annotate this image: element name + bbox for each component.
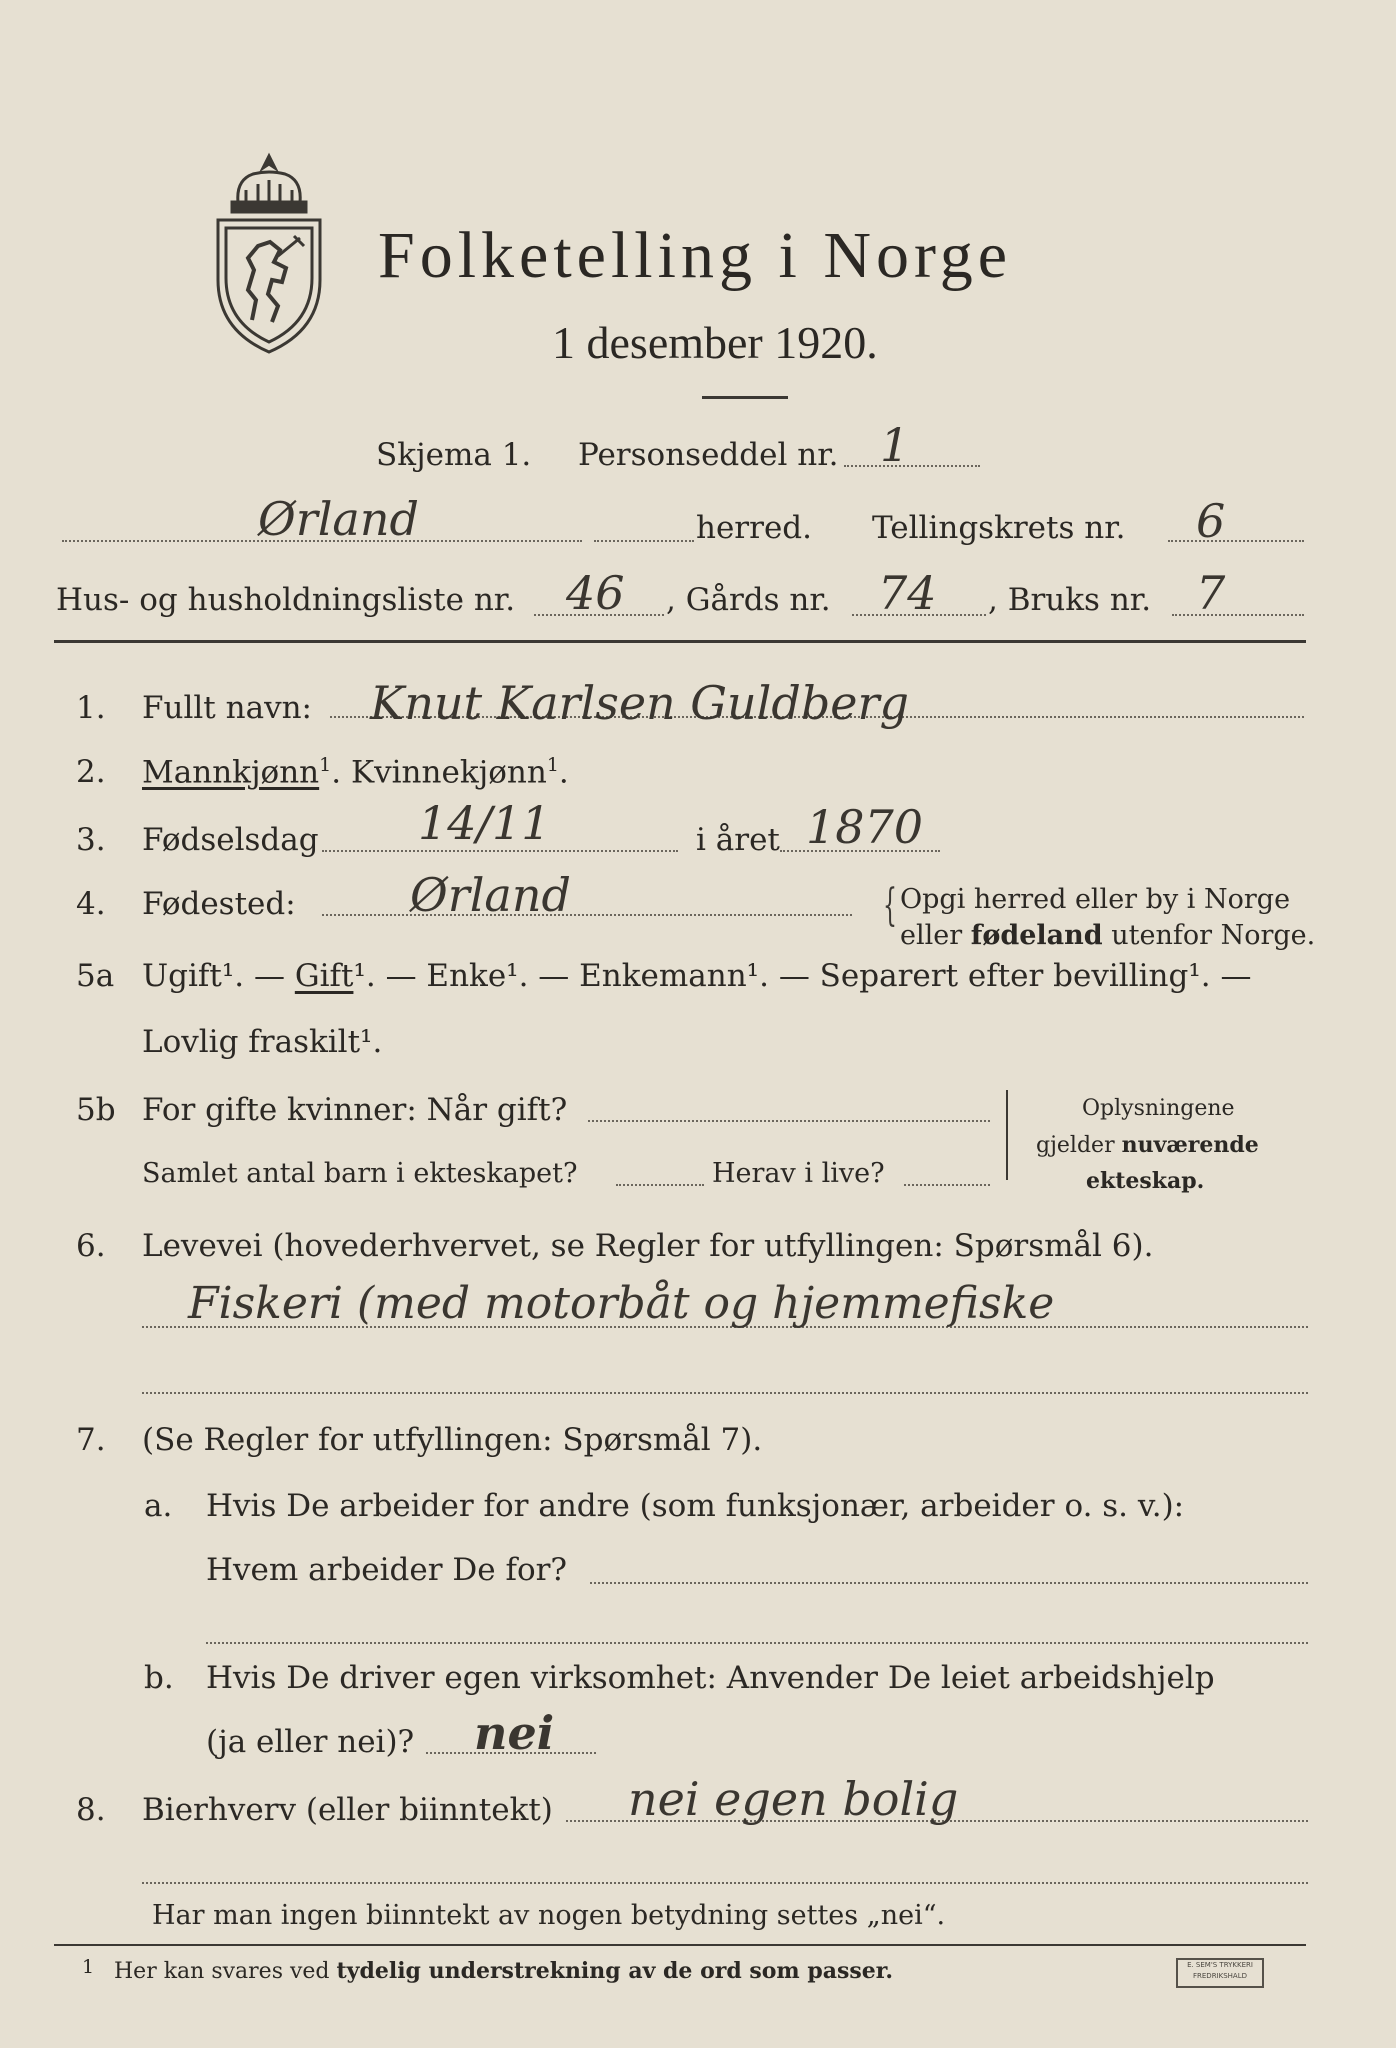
occupation-value: Fiskeri (med motorbåt og hjemmefiske bbox=[188, 1278, 1055, 1329]
gards-label: , Gårds nr. bbox=[666, 582, 831, 618]
side-income-value: nei egen bolig bbox=[628, 1772, 959, 1826]
hus-value: 46 bbox=[566, 566, 625, 620]
hus-label: Hus- og husholdningsliste nr. bbox=[56, 582, 516, 618]
birthplace-value: Ørland bbox=[410, 868, 571, 922]
q7-number: 7. bbox=[76, 1422, 106, 1458]
q7a-text: Hvis De arbeider for andre (som funksjonær, arbeider o. s. v.): bbox=[206, 1488, 1185, 1524]
bruks-label: , Bruks nr. bbox=[988, 582, 1152, 618]
kvinnekjonn-option: Kvinnekjønn bbox=[350, 754, 547, 791]
year-label: i året bbox=[696, 822, 780, 858]
gift-option: Gift bbox=[294, 958, 354, 994]
q5b-line-3 bbox=[904, 1184, 990, 1186]
q5b-line-1 bbox=[588, 1120, 990, 1122]
birth-year-value: 1870 bbox=[806, 800, 924, 854]
q2-number: 2. bbox=[76, 754, 106, 790]
printer-stamp: E. SEM'S TRYKKERI FREDRIKSHALD bbox=[1176, 1958, 1264, 1988]
q7-label: (Se Regler for utfyllingen: Spørsmål 7). bbox=[142, 1422, 763, 1458]
q6-line-2 bbox=[142, 1392, 1308, 1394]
income-note: Har man ingen biinntekt av nogen betydning settes „nei“. bbox=[152, 1900, 946, 1931]
q7b-question: (ja eller nei)? bbox=[206, 1724, 415, 1760]
census-date: 1 desember 1920. bbox=[552, 317, 878, 368]
q5b-brace bbox=[1006, 1090, 1012, 1180]
fraskilt-option: Lovlig fraskilt¹. bbox=[142, 1024, 383, 1060]
q3-label: Fødselsdag bbox=[142, 822, 319, 858]
q3-number: 3. bbox=[76, 822, 106, 858]
q5b-note-3: ekteskap. bbox=[1086, 1168, 1205, 1194]
q4-note-1: Opgi herred eller by i Norge bbox=[900, 884, 1291, 915]
q3-line bbox=[322, 850, 678, 852]
q7b-text: Hvis De driver egen virksomhet: Anvender De leiet arbeidshjelp bbox=[206, 1660, 1215, 1696]
q6-label: Levevei (hovederhvervet, se Regler for utfyllingen: Spørsmål 6). bbox=[142, 1228, 1154, 1264]
marital-options: Ugift¹. — Gift¹. — Enke¹. — Enkemann¹. — Separert efter bevilling¹. — bbox=[142, 958, 1252, 994]
q5b-alive: Herav i live? bbox=[712, 1158, 885, 1189]
bruks-line bbox=[1172, 614, 1304, 616]
q5b-note-1: Oplysningene bbox=[1082, 1096, 1235, 1121]
q6-number: 6. bbox=[76, 1228, 106, 1264]
tellingskrets-line bbox=[1168, 540, 1304, 542]
bruks-value: 7 bbox=[1196, 566, 1226, 620]
hired-help-value: nei bbox=[474, 1706, 555, 1760]
q8-label: Bierhverv (eller biinntekt) bbox=[142, 1792, 553, 1828]
q4-brace: { bbox=[883, 880, 897, 931]
q8-number: 8. bbox=[76, 1792, 106, 1828]
q4-label: Fødested: bbox=[142, 886, 296, 922]
full-name-value: Knut Karlsen Guldberg bbox=[370, 676, 909, 730]
tellingskrets-label: Tellingskrets nr. bbox=[872, 510, 1126, 546]
q8-line-2 bbox=[142, 1882, 1308, 1884]
skjema-label: Skjema 1. bbox=[376, 437, 532, 473]
q5b-note-2: gjelder nuværende bbox=[1036, 1132, 1259, 1158]
sex-options: Mannkjønn$^1$. Kvinnekjønn$^1$. bbox=[142, 754, 569, 791]
q4-number: 4. bbox=[76, 886, 106, 922]
personseddel-line bbox=[844, 465, 980, 467]
q5b-line-2 bbox=[616, 1184, 704, 1186]
coat-of-arms-icon bbox=[208, 150, 330, 356]
q4-line bbox=[322, 914, 852, 916]
footer-rule bbox=[54, 1944, 1306, 1946]
tellingskrets-value: 6 bbox=[1196, 494, 1226, 548]
q5b-children: Samlet antal barn i ekteskapet? bbox=[142, 1158, 578, 1189]
personseddel-value: 1 bbox=[880, 418, 910, 472]
herred-label: herred. bbox=[696, 510, 812, 546]
q5b-number: 5b bbox=[76, 1092, 116, 1128]
personseddel-label: Personseddel nr. bbox=[578, 437, 839, 473]
q7b-letter: b. bbox=[144, 1660, 174, 1696]
herred-value: Ørland bbox=[258, 492, 419, 546]
q5a-number: 5a bbox=[76, 958, 115, 994]
q7a-letter: a. bbox=[144, 1488, 173, 1524]
herred-line-2 bbox=[594, 540, 694, 542]
q7a-line-2 bbox=[206, 1642, 1308, 1644]
title-divider bbox=[702, 396, 788, 399]
q5b-when-married: For gifte kvinner: Når gift? bbox=[142, 1092, 568, 1128]
q1-label: Fullt navn: bbox=[142, 690, 312, 726]
q7a-who: Hvem arbeider De for? bbox=[206, 1552, 568, 1588]
q1-number: 1. bbox=[76, 690, 106, 726]
footnote-text: Her kan svares ved tydelig understrekning av de ord som passer. bbox=[114, 1958, 894, 1984]
header-rule bbox=[54, 640, 1306, 643]
birth-day-value: 14/11 bbox=[418, 796, 551, 850]
form-title: Folketelling i Norge bbox=[378, 219, 1013, 292]
q7a-line-1 bbox=[590, 1582, 1308, 1584]
gards-value: 74 bbox=[878, 566, 937, 620]
q4-note-2: eller fødeland utenfor Norge. bbox=[900, 920, 1316, 951]
footnote-number: 1 bbox=[82, 1956, 95, 1978]
mannkjonn-option: Mannkjønn bbox=[142, 754, 320, 791]
